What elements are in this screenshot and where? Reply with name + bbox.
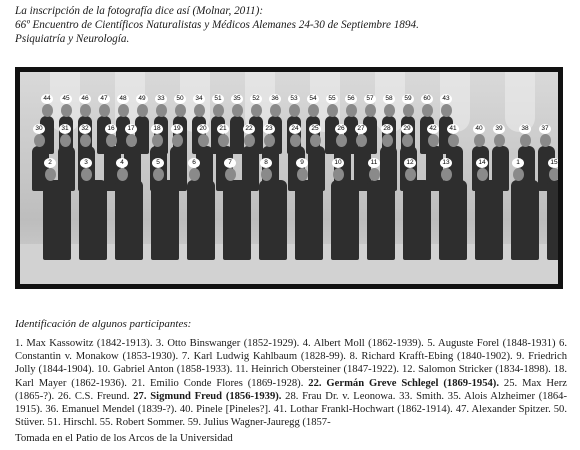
participant-number-marker: 9	[296, 158, 308, 168]
participant-number-marker: 40	[473, 124, 485, 134]
figure-head	[99, 104, 110, 117]
participant-number-marker: 37	[539, 124, 551, 134]
figure-head	[80, 134, 91, 147]
figure-head	[270, 104, 281, 117]
participant-number-marker: 31	[59, 124, 71, 134]
figure-head	[80, 104, 91, 117]
figure-body	[187, 180, 215, 260]
participant-number-marker: 60	[421, 94, 433, 104]
figure-body	[259, 180, 287, 260]
figure-body	[331, 180, 359, 260]
figure-body	[295, 180, 323, 260]
participant-list-text: 28. Frau Dr. v. Leonowa. 33. Smith. 35. Alois Alzheimer (1864-1915). 36. Emanuel Mendel (1839-?). 40. Pinele [Pineles?]. 41. Lothar Frankl-Hochwart (1862-1914). 47. Alexander Spitzer. 50. Stüver. 51. Hirschl. 55. Robert Sommer. 59. Julius Wagner-Jauregg (1857-	[15, 390, 567, 429]
figure-head	[213, 104, 224, 117]
figure-head	[117, 168, 128, 181]
participant-number-marker: 10	[332, 158, 344, 168]
participant-number-marker: 2	[44, 158, 56, 168]
figure-head	[494, 134, 505, 147]
group-photograph-frame	[15, 67, 563, 289]
participant-number-marker: 34	[193, 94, 205, 104]
participant-number-marker: 21	[217, 124, 229, 134]
figure-head	[384, 104, 395, 117]
figure-head	[81, 168, 92, 181]
figure-head	[474, 134, 485, 147]
participant-number-marker: 24	[289, 124, 301, 134]
participant-number-marker: 53	[288, 94, 300, 104]
figure-head	[356, 134, 367, 147]
participant-number-marker: 51	[212, 94, 224, 104]
figure-head	[45, 168, 56, 181]
figure-head	[405, 168, 416, 181]
participant-list-text: 1. Max Kassowitz (1842-1913). 3. Otto Binswanger (1852-1929). 4. Albert Moll (1862-1939). 5. Auguste Forel (1848-1931) 6. Constantin v. Monakow (1853-1930). 7. Karl Ludwig Kahlbaum (1828-99). 8. Richard Krafft-Ebing (1840-1902). 9. Friedrich Jolly (1844-1904). 10. Gabriel Anton (1858-1933). 11. Heinrich Obersteiner (1847-1922). 12. Salomon Stricker (1834-1898). 18. Karl Mayer (1862-1936). 21. Emilio Conde Flores (1869-1928).	[15, 338, 567, 389]
participant-number-marker: 52	[250, 94, 262, 104]
participant-number-marker: 19	[171, 124, 183, 134]
figure-body	[115, 180, 143, 260]
participant-number-marker: 12	[404, 158, 416, 168]
participant-number-marker: 35	[231, 94, 243, 104]
figure-head	[218, 134, 229, 147]
figure-head	[310, 134, 321, 147]
figure-body	[403, 180, 431, 260]
figure-head	[175, 104, 186, 117]
figure-head	[198, 134, 209, 147]
participant-number-marker: 22	[243, 124, 255, 134]
figure-body	[151, 180, 179, 260]
figure-head	[60, 134, 71, 147]
participant-number-marker: 38	[519, 124, 531, 134]
caption-line-source: La inscripción de la fotografía dice así (Molnar, 2011):	[15, 5, 264, 17]
figure-head	[156, 104, 167, 117]
figure-head	[251, 104, 262, 117]
highlighted-participant: 27. Sigmund Freud (1856-1939).	[133, 390, 282, 402]
participant-number-marker: 47	[98, 94, 110, 104]
participant-number-marker: 46	[79, 94, 91, 104]
photo-location-note: Tomada en el Patio de los Arcos de la Universidad	[15, 432, 233, 444]
participant-number-marker: 55	[326, 94, 338, 104]
participant-number-marker: 17	[125, 124, 137, 134]
participant-number-marker: 48	[117, 94, 129, 104]
figure-head	[244, 134, 255, 147]
participant-number-marker: 44	[41, 94, 53, 104]
figure-head	[448, 134, 459, 147]
figure-head	[61, 104, 72, 117]
figure-head	[118, 104, 129, 117]
participant-number-marker: 30	[33, 124, 45, 134]
figure-head	[422, 104, 433, 117]
participant-number-marker: 14	[476, 158, 488, 168]
highlighted-participant: 22. Germán Greve Schlegel (1869-1954).	[308, 377, 499, 389]
figure-head	[365, 104, 376, 117]
participant-number-marker: 13	[440, 158, 452, 168]
figure-head	[264, 134, 275, 147]
figure-head	[336, 134, 347, 147]
figure-head	[172, 134, 183, 147]
identification-title: Identificación de algunos participantes:	[15, 318, 192, 330]
participant-number-marker: 16	[105, 124, 117, 134]
participant-number-marker: 45	[60, 94, 72, 104]
participant-number-marker: 56	[345, 94, 357, 104]
figure-head	[346, 104, 357, 117]
figure-head	[441, 104, 452, 117]
participant-number-marker: 11	[368, 158, 380, 168]
figure-head	[327, 104, 338, 117]
participant-number-marker: 23	[263, 124, 275, 134]
figure-head	[34, 134, 45, 147]
participant-number-marker: 7	[224, 158, 236, 168]
caption-line-topic: Psiquiatría y Neurología.	[15, 33, 130, 45]
figure-body	[79, 180, 107, 260]
group-photograph	[20, 72, 558, 284]
photo-caption-header	[15, 4, 565, 46]
participant-number-marker: 3	[80, 158, 92, 168]
participant-number-marker: 26	[335, 124, 347, 134]
participant-number-marker: 5	[152, 158, 164, 168]
figure-head	[402, 134, 413, 147]
figure-head	[428, 134, 439, 147]
figure-body	[475, 180, 503, 260]
figure-head	[152, 134, 163, 147]
participant-number-marker: 39	[493, 124, 505, 134]
participant-number-marker: 8	[260, 158, 272, 168]
figure-head	[520, 134, 531, 147]
figure-head	[297, 168, 308, 181]
participant-number-marker: 1	[512, 158, 524, 168]
figure-head	[225, 168, 236, 181]
figure-head	[290, 134, 301, 147]
participant-number-marker: 4	[116, 158, 128, 168]
figure-body	[547, 180, 558, 260]
background-arch	[505, 72, 535, 132]
figure-body	[439, 180, 467, 260]
figure-head	[289, 104, 300, 117]
participant-number-marker: 42	[427, 124, 439, 134]
figure-head	[137, 104, 148, 117]
participant-number-marker: 36	[269, 94, 281, 104]
figure-head	[189, 168, 200, 181]
participant-number-marker: 43	[440, 94, 452, 104]
participant-number-marker: 41	[447, 124, 459, 134]
participant-number-marker: 29	[401, 124, 413, 134]
participant-list-text: 25. Max Herz (1865-?). 26. C.S. Freund.	[15, 377, 567, 402]
participant-number-marker: 32	[79, 124, 91, 134]
figure-head	[126, 134, 137, 147]
participant-number-marker: 58	[383, 94, 395, 104]
figure-head	[369, 168, 380, 181]
participant-number-marker: 57	[364, 94, 376, 104]
figure-body	[511, 180, 539, 260]
figure-head	[549, 168, 558, 181]
figure-body	[43, 180, 71, 260]
figure-head	[261, 168, 272, 181]
participant-number-marker: 15	[548, 158, 558, 168]
participant-number-marker: 33	[155, 94, 167, 104]
figure-head	[42, 104, 53, 117]
figure-head	[403, 104, 414, 117]
figure-head	[333, 168, 344, 181]
figure-head	[308, 104, 319, 117]
participant-number-marker: 25	[309, 124, 321, 134]
figure-head	[513, 168, 524, 181]
figure-head	[540, 134, 551, 147]
figure-head	[382, 134, 393, 147]
figure-head	[153, 168, 164, 181]
figure-head	[106, 134, 117, 147]
caption-line-event: 66º Encuentro de Científicos Naturalistas y Médicos Alemanes 24-30 de Septiembre 1894.	[15, 19, 419, 31]
participant-number-marker: 49	[136, 94, 148, 104]
figure-body	[367, 180, 395, 260]
figure-head	[232, 104, 243, 117]
participant-number-marker: 27	[355, 124, 367, 134]
figure-body	[223, 180, 251, 260]
participant-number-marker: 6	[188, 158, 200, 168]
identification-list	[15, 337, 567, 429]
participant-number-marker: 50	[174, 94, 186, 104]
participant-number-marker: 59	[402, 94, 414, 104]
participant-number-marker: 20	[197, 124, 209, 134]
participant-number-marker: 18	[151, 124, 163, 134]
figure-head	[477, 168, 488, 181]
participant-number-marker: 28	[381, 124, 393, 134]
figure-head	[194, 104, 205, 117]
participant-number-marker: 54	[307, 94, 319, 104]
figure-head	[441, 168, 452, 181]
